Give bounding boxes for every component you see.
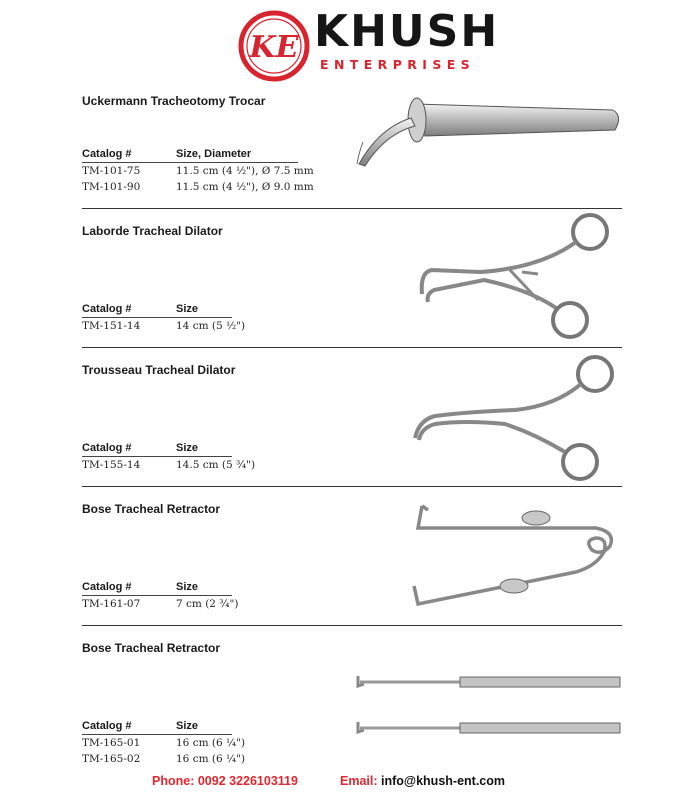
spec-value: 7 cm (2 ¾") xyxy=(176,598,239,610)
trousseau-dilator-illustration xyxy=(405,350,625,482)
phone-number: 0092 3226103119 xyxy=(197,774,298,788)
email-contact[interactable] xyxy=(340,774,505,788)
spec-column-label: Size, Diameter xyxy=(176,148,252,160)
product-title: Bose Tracheal Retractor xyxy=(82,641,221,655)
spec-value: 11.5 cm (4 ½"), Ø 9.0 mm xyxy=(176,181,314,193)
catalog-number: TM-151-14 xyxy=(82,320,141,332)
catalog-column-label: Catalog # xyxy=(82,581,132,593)
brand-logo xyxy=(238,6,500,80)
email-address: info@khush-ent.com xyxy=(381,774,505,788)
section-divider xyxy=(82,347,622,348)
catalog-column-label: Catalog # xyxy=(82,303,132,315)
catalog-number: TM-165-01 xyxy=(82,737,141,749)
catalog-number: TM-101-90 xyxy=(82,181,141,193)
phone-label: Phone: xyxy=(152,774,195,788)
header-rule xyxy=(82,734,232,735)
bose-retractor-spring-illustration xyxy=(396,494,624,618)
brand-name: KHUSH xyxy=(314,6,500,57)
section-divider xyxy=(82,208,622,209)
product-title: Laborde Tracheal Dilator xyxy=(82,224,223,238)
catalog-number: TM-165-02 xyxy=(82,753,141,765)
header-rule xyxy=(82,595,232,596)
spec-column-label: Size xyxy=(176,303,199,315)
trocar-illustration xyxy=(345,92,625,176)
spec-value: 16 cm (6 ¼") xyxy=(176,737,246,749)
spec-value: 14 cm (5 ½") xyxy=(176,320,246,332)
header-rule xyxy=(82,317,232,318)
email-label: Email: xyxy=(340,774,378,788)
section-divider xyxy=(82,625,622,626)
catalog-column-label: Catalog # xyxy=(82,148,132,160)
catalog-number: TM-161-07 xyxy=(82,598,141,610)
spec-value: 14.5 cm (5 ¾") xyxy=(176,459,256,471)
section-divider xyxy=(82,486,622,487)
header-rule xyxy=(82,162,298,163)
spec-value: 11.5 cm (4 ½"), Ø 7.5 mm xyxy=(176,165,314,177)
brand-monogram: KE xyxy=(249,30,299,65)
spec-column-label: Size xyxy=(176,720,199,732)
header-rule xyxy=(82,456,232,457)
bose-retractor-hook-illustration xyxy=(350,670,624,754)
catalog-number: TM-155-14 xyxy=(82,459,141,471)
brand-subtitle: ENTERPRISES xyxy=(320,57,476,72)
spec-value: 16 cm (6 ¼") xyxy=(176,753,246,765)
product-title: Trousseau Tracheal Dilator xyxy=(82,363,236,377)
catalog-column-label: Catalog # xyxy=(82,442,132,454)
brand-monogram-icon xyxy=(238,10,310,82)
spec-column-label: Size xyxy=(176,442,199,454)
product-title: Bose Tracheal Retractor xyxy=(82,502,221,516)
catalog-column-label: Catalog # xyxy=(82,720,132,732)
product-title: Uckermann Tracheotomy Trocar xyxy=(82,94,266,108)
laborde-dilator-illustration xyxy=(410,210,625,342)
spec-column-label: Size xyxy=(176,581,199,593)
catalog-number: TM-101-75 xyxy=(82,165,141,177)
phone-contact[interactable] xyxy=(152,774,298,788)
